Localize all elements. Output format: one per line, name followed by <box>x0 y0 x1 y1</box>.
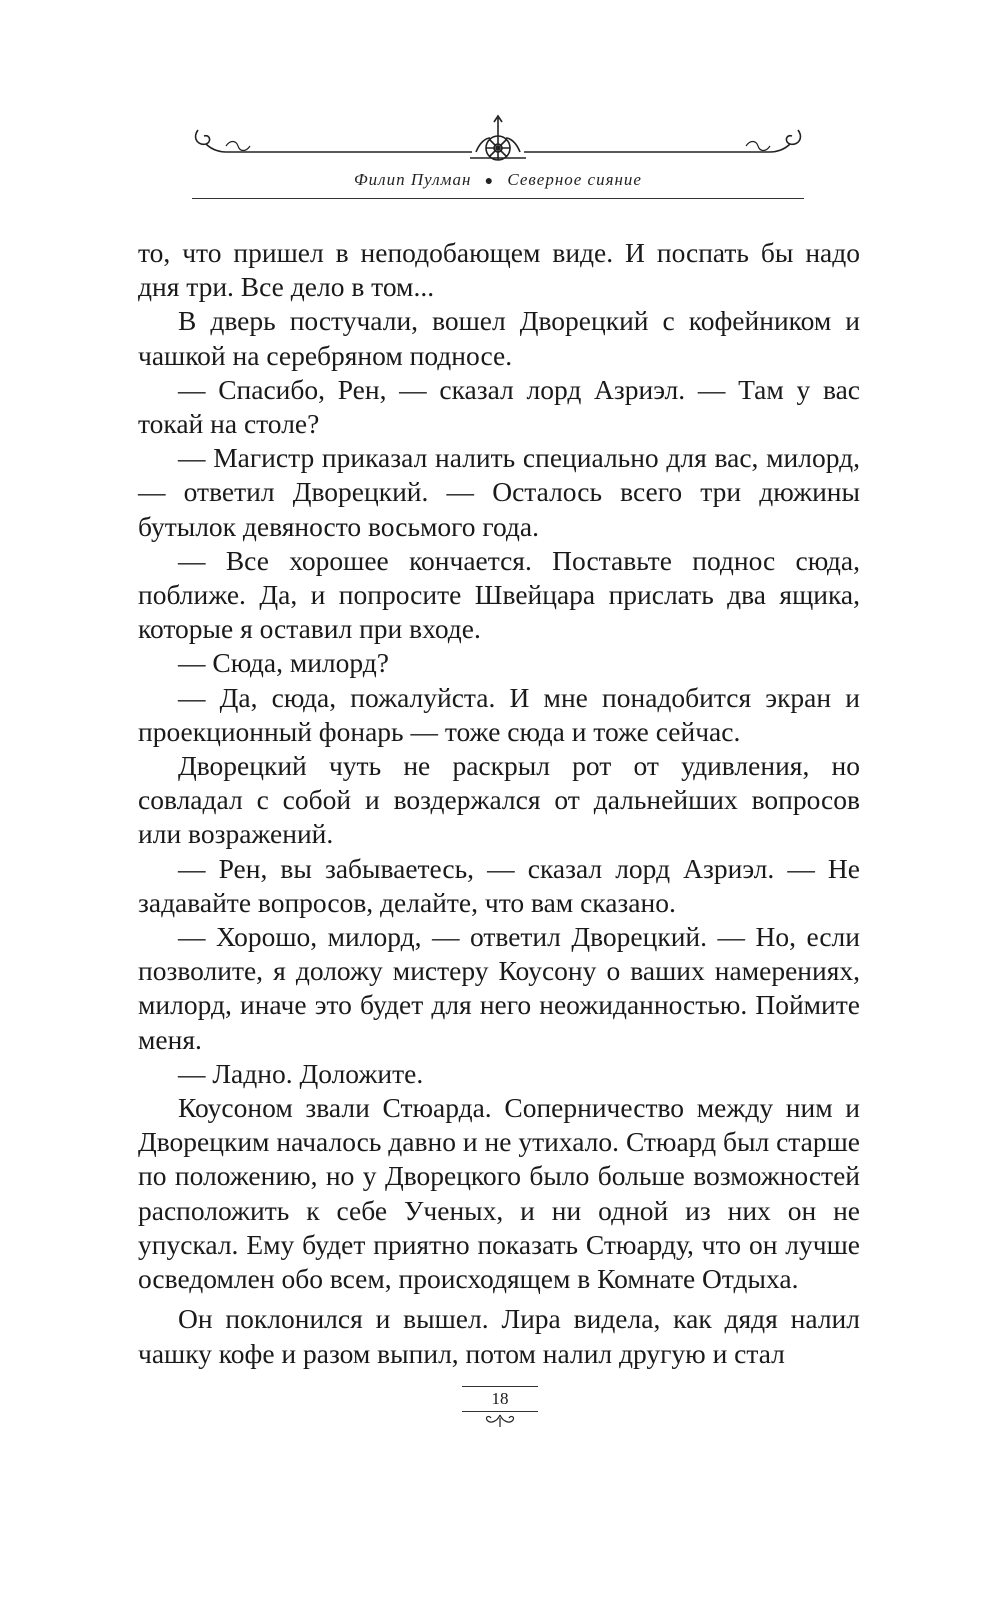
paragraph: — Магистр приказал налить специально для вас, милорд, — ответил Дворецкий. — Осталось всего три дюжины бутылок девяносто восьмого года. <box>138 442 860 542</box>
header-rule <box>192 198 804 199</box>
page-number: 18 <box>491 1389 509 1408</box>
running-head-author: Филип Пулман <box>354 170 472 189</box>
paragraph: Дворецкий чуть не раскрыл рот от удивления, но совладал с собой и воздержался от дальнейших вопросов или возражений. <box>138 750 860 850</box>
footer-ornament-icon <box>475 1412 525 1430</box>
running-head-separator: ● <box>484 174 495 189</box>
paragraph: — Сюда, милорд? <box>178 647 389 679</box>
running-head <box>192 170 804 190</box>
paragraph: — Все хорошее кончается. Поставьте поднос сюда, поближе. Да, и попросите Швейцара прислать два ящика, которые я оставил при входе. <box>138 544 860 645</box>
paragraph: Он поклонился и вышел. Лира видела, как дядя налил чашку кофе и разом выпил, потом налил другую и стал <box>138 1303 860 1369</box>
paragraph: — Ладно. Доложите. <box>178 1057 424 1089</box>
paragraph: В дверь постучали, вошел Дворецкий с кофейником и чашкой на серебряном подносе. <box>138 305 860 371</box>
paragraph: то, что пришел в неподобающем виде. И поспать бы надо дня три. Все дело в том... <box>138 237 860 303</box>
paragraph: — Спасибо, Рен, — сказал лорд Азриэл. — Там у вас токай на столе? <box>138 373 860 440</box>
paragraph: — Рен, вы забываетесь, — сказал лорд Азриэл. — Не задавайте вопросов, делайте, что вам сказано. <box>138 852 860 918</box>
paragraph: Коусоном звали Стюарда. Соперничество между ним и Дворецким началось давно и не утихало. Стюард был старше по положению, но у Дворецкого было больше возможностей расположить к себе Ученых, и ни одной из них он не упускал. Ему будет приятно показать Стюарду, что он лучше осведомлен обо всем, происходящем в Комнате Отдыха. <box>138 1092 860 1295</box>
header-ornament <box>192 112 804 172</box>
paragraph: — Хорошо, милорд, — ответил Дворецкий. — Но, если позволите, я доложу мистеру Коусону о ваших намерениях, милорд, иначе это будет для него неожиданностью. Поймите меня. <box>138 921 860 1055</box>
page-footer <box>460 1386 540 1430</box>
running-head-title: Северное сияние <box>507 170 642 189</box>
body-text <box>138 236 860 1371</box>
paragraph: — Да, сюда, пожалуйста. И мне понадобится экран и проекционный фонарь — тоже сюда и тоже сейчас. <box>138 681 860 747</box>
